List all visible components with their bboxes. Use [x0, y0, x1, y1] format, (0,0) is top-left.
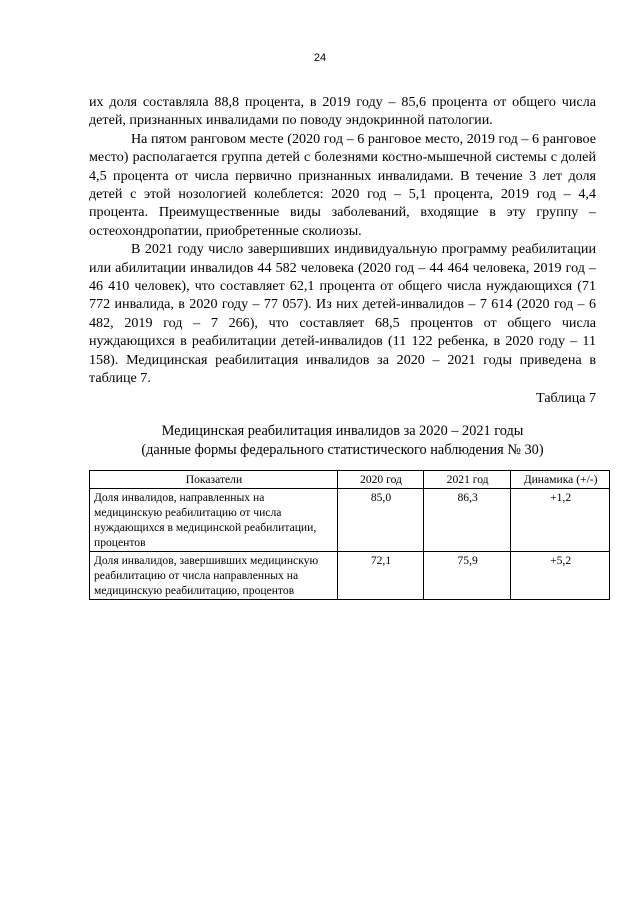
- header-2021: 2021 год: [424, 471, 511, 489]
- value-2021-cell: 75,9: [424, 552, 511, 600]
- table-title-line: Медицинская реабилитация инвалидов за 2020 – 2021 годы: [161, 423, 524, 439]
- value-2020-cell: 85,0: [337, 489, 423, 552]
- dynamics-cell: +5,2: [511, 552, 610, 600]
- table-row: [90, 552, 610, 600]
- table-label: Таблица 7: [536, 391, 596, 406]
- body-text: [89, 93, 596, 388]
- header-dynamics: Динамика (+/-): [511, 471, 610, 489]
- header-indicators: Показатели: [90, 471, 338, 489]
- page-number: 24: [313, 52, 327, 64]
- indicator-cell: Доля инвалидов, завершивших медицинскую реабилитацию от числа направленных на медицинскую реабилитацию, процентов: [90, 552, 338, 600]
- table-title: [89, 422, 596, 459]
- paragraph: их доля составляла 88,8 процента, в 2019 году – 85,6 процента от общего числа детей, признанных инвалидами по поводу эндокринной патологии.: [89, 94, 596, 129]
- dynamics-cell: +1,2: [511, 489, 610, 552]
- data-table: [89, 470, 610, 600]
- header-2020: 2020 год: [337, 471, 423, 489]
- paragraph: На пятом ранговом месте (2020 год – 6 ранговое место, 2019 год – 6 ранговое место) располагается группа детей с болезнями костно-мышечной системы с долей 4,5 процента от числа первично признанных инвалидами. В течение 3 лет доля детей с этой нозологией колеблется: 2020 год – 5,1 процента, 2019 год – 4,4 процента. Преимущественные виды заболеваний, входящие в эту группу – остеохондропатии, приобретенные сколиозы.: [89, 130, 596, 239]
- value-2021-cell: 86,3: [424, 489, 511, 552]
- value-2020-cell: 72,1: [337, 552, 423, 600]
- table-row: [90, 489, 610, 552]
- table-subtitle-line: (данные формы федерального статистического наблюдения № 30): [141, 441, 544, 458]
- indicator-cell: Доля инвалидов, направленных на медицинскую реабилитацию от числа нуждающихся в медицинской реабилитации, процентов: [90, 489, 338, 552]
- table-header-row: [90, 471, 610, 489]
- paragraph: В 2021 году число завершивших индивидуальную программу реабилитации или абилитации инвалидов 44 582 человека (2020 год – 44 464 человека, 2019 год – 46 410 человек), что составляет 62,1 процента от общего числа нуждающихся (71 772 инвалида, в 2020 году – 77 057). Из них детей-инвалидов – 7 614 (2020 год – 6 482, 2019 год – 7 266), что составляет 68,5 процентов от общего числа нуждающихся в реабилитации детей-инвалидов (11 122 ребенка, в 2020 году – 11 158). Медицинская реабилитация инвалидов за 2020 – 2021 годы приведена в таблице 7.: [89, 241, 596, 387]
